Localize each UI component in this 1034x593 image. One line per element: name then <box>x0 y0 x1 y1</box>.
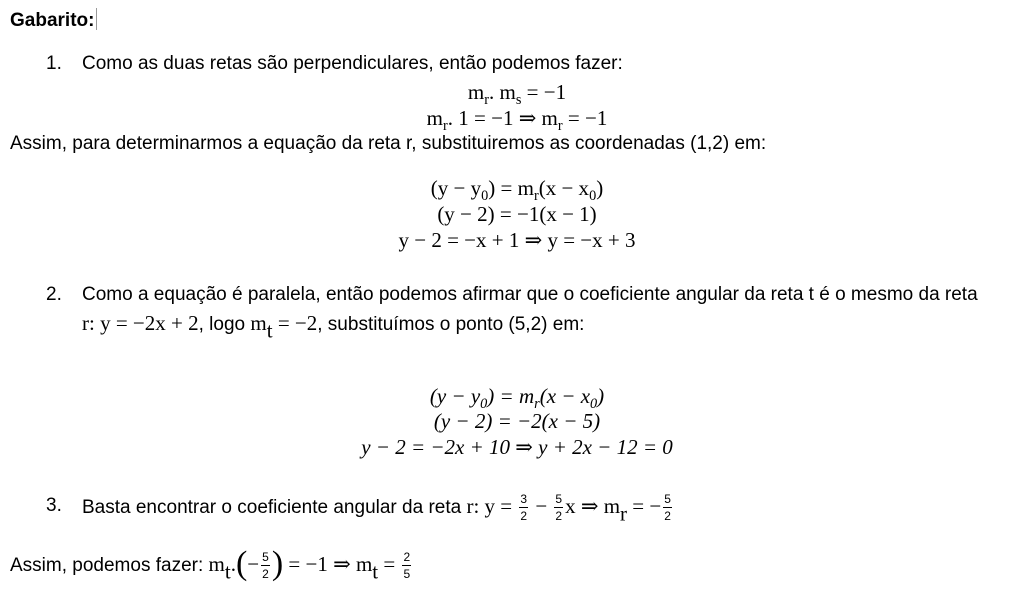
q1-text: Como as duas retas são perpendiculares, então podemos fazer: <box>82 53 623 74</box>
q3-number: 3. <box>46 495 62 516</box>
q2-line-1: Como a equação é paralela, então podemos afirmar que o coeficiente angular da reta t é o mesmo da reta <box>82 284 978 305</box>
q1-equation-5: y − 2 = −x + 1 ⇒ y = −x + 3 <box>398 228 636 252</box>
q2-line-2: r: y = −2x + 2, logo $m_t = -2$, substituímos o ponto (5,2) em: <box>82 311 585 343</box>
q2-equation-1: $(y - y_0) = m_r(x - x_0)$ <box>429 384 605 412</box>
final-fraction-2: $\frac{2}{5}$ <box>403 550 411 582</box>
final-fraction-1: $\frac{5}{2}$ <box>262 550 269 582</box>
q1-number: 1. <box>46 53 62 74</box>
final-text: Assim, podemos fazer: $m_t.(-$ $\frac{5}{2}$ ) = −1 ⇒ $m_t$ = $\frac{2}{5}$ <box>10 544 411 584</box>
q1-equation-2: $m_r$. 1 = −1 ⇒ $m_r = -1$ <box>426 106 608 134</box>
text-cursor <box>96 8 97 30</box>
q1-equation-4: (y − 2) = −1(x − 1) <box>437 202 597 226</box>
q2-number: 2. <box>46 284 62 305</box>
q3-fraction-3: $\frac{5}{2}$ <box>664 492 671 524</box>
q2-equation-3: y − 2 = −2x + 10 ⇒ y + 2x − 12 = 0 <box>361 435 673 459</box>
q1-assim-text: Assim, para determinarmos a equação da reta r, substituiremos as coordenadas (1,2) em: <box>10 133 767 154</box>
q1-equation-1: $m_r$. $m_s = -1$ <box>467 80 567 108</box>
q3-fraction-1: $\frac{3}{2}$ <box>520 492 528 524</box>
q1-equation-3: $(y - y_0) = m_r(x - x_0)$ <box>430 176 604 204</box>
q3-text: Basta encontrar o coeficiente angular da reta r: y = $\frac{3}{2}$ − $\frac{5}{2}$ x ⇒ $m_r$ = − $\frac{5}{2}$ <box>82 492 671 526</box>
q2-equation-2: (y − 2) = −2(x − 5) <box>433 409 601 433</box>
q3-fraction-2: $\frac{5}{2}$ <box>555 492 563 524</box>
title-text: Gabarito: <box>10 10 95 31</box>
page-title <box>10 8 97 30</box>
